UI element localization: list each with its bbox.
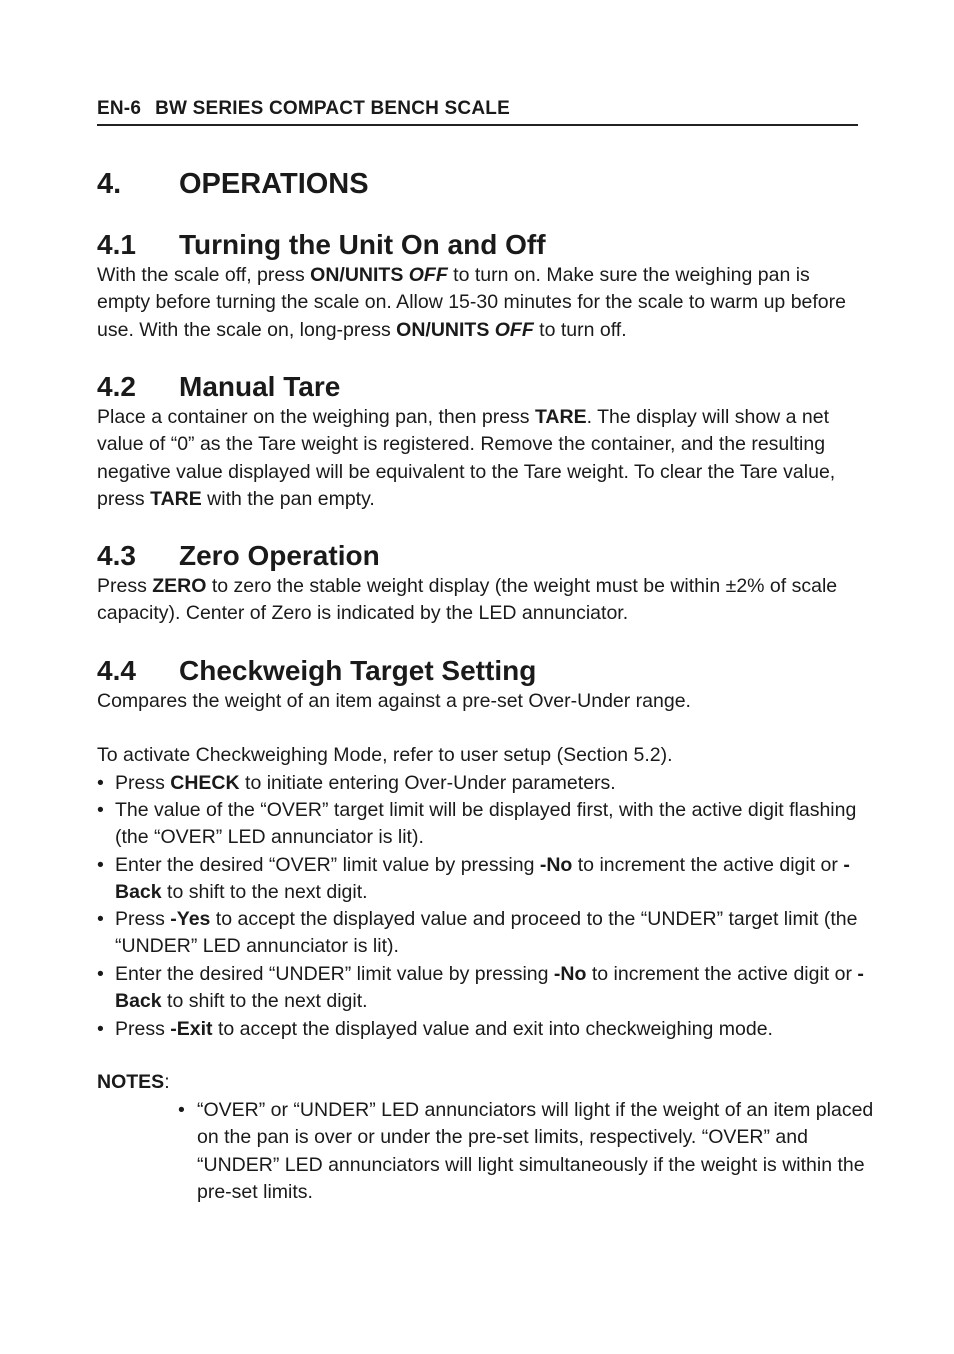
subsection-heading-checkweigh	[97, 655, 536, 687]
key-off: OFF	[408, 264, 448, 286]
bullet: •	[178, 1099, 185, 1121]
text: Press	[115, 772, 171, 794]
document-title: BW SERIES COMPACT BENCH SCALE	[155, 98, 510, 119]
note-item	[178, 1097, 887, 1206]
key-on-units: ON/UNITS	[396, 318, 490, 341]
key-exit: -Exit	[170, 1018, 213, 1040]
subsection-title: Manual Tare	[179, 371, 341, 402]
subsection-title: Zero Operation	[179, 540, 380, 571]
text: Enter the desired “OVER” limit value by pressing	[115, 854, 540, 876]
subsection-heading-manual-tare	[97, 371, 340, 403]
note-text: “OVER” or “UNDER” LED annunciators will light if the weight of an item placed on the pan is over or under the pre-set limits, respectively. “OVER” and “UNDER” LED annunciators will light simultaneously if the weight is within the pre-set limits.	[197, 1099, 874, 1203]
subsection-number: 4.3	[97, 540, 136, 571]
paragraph-turning-on-off	[97, 262, 867, 344]
text: to shift to the next digit.	[161, 990, 368, 1013]
bullet: •	[97, 799, 104, 821]
text: . The display will show a net value of “0” as the Tare weight is registered. Remove the container, and the resulting negative value displayed will be equivalent to the Tare weight. To clear the Tare value, press	[97, 406, 836, 510]
notes-label	[97, 1071, 170, 1094]
list-item	[97, 906, 885, 961]
text: with the pan empty.	[201, 487, 375, 510]
notes-label-text: NOTES	[97, 1071, 165, 1093]
list-item	[97, 797, 885, 852]
subsection-number: 4.4	[97, 655, 136, 686]
section-number: 4.	[97, 168, 122, 200]
key-off: OFF	[494, 318, 534, 341]
text: to increment the active digit or	[586, 963, 858, 985]
key-back: -Back	[115, 963, 864, 1013]
paragraph-checkweigh-activate: To activate Checkweighing Mode, refer to user setup (Section 5.2).	[97, 744, 673, 766]
text: to accept the displayed value and exit into checkweighing mode.	[212, 1018, 773, 1040]
text: to initiate entering Over-Under parameters.	[239, 772, 616, 794]
section-heading-operations	[97, 168, 369, 201]
list-item	[97, 770, 885, 797]
list-item	[97, 961, 885, 1016]
text: Place a container on the weighing pan, then press	[97, 406, 535, 428]
list-item	[97, 852, 885, 907]
subsection-title: Checkweigh Target Setting	[179, 655, 537, 686]
key-back: -Back	[115, 854, 850, 904]
bullet: •	[97, 963, 104, 985]
text: to turn on. Make sure the weighing pan is empty before turning the scale on. Allow 15-30 minutes for the scale to warm up before use. With the scale on, long-press	[97, 264, 846, 341]
paragraph-zero-operation	[97, 573, 867, 628]
subsection-number: 4.1	[97, 229, 136, 260]
key-zero: ZERO	[152, 575, 207, 597]
page-number: EN-6	[97, 98, 142, 119]
text: to turn off.	[533, 318, 627, 341]
subsection-heading-zero-operation	[97, 540, 380, 572]
bullet: •	[97, 1018, 104, 1040]
key-no: -No	[539, 854, 573, 876]
key-tare: TARE	[534, 406, 587, 428]
text: Enter the desired “UNDER” limit value by pressing	[115, 963, 554, 985]
text: With the scale off, press	[97, 264, 311, 286]
text: Press	[115, 1018, 171, 1040]
header-rule	[97, 124, 858, 126]
paragraph-checkweigh-intro: Compares the weight of an item against a pre-set Over-Under range.	[97, 690, 691, 712]
subsection-heading-turning-on-off	[97, 229, 546, 261]
text: Press	[115, 908, 171, 930]
key-check: CHECK	[170, 772, 240, 794]
bullet: •	[97, 854, 104, 876]
text: to shift to the next digit.	[161, 881, 368, 904]
subsection-title: Turning the Unit On and Off	[179, 229, 546, 260]
paragraph-manual-tare	[97, 404, 867, 513]
key-on-units: ON/UNITS	[310, 264, 404, 286]
key-tare: TARE	[150, 487, 202, 510]
subsection-number: 4.2	[97, 371, 136, 402]
list-item	[97, 1016, 885, 1043]
running-header	[97, 98, 857, 120]
bullet: •	[97, 908, 104, 930]
text: Press	[97, 575, 153, 597]
section-title: OPERATIONS	[179, 168, 369, 200]
bullet: •	[97, 772, 104, 794]
text: to increment the active digit or	[572, 854, 844, 876]
key-no: -No	[553, 963, 587, 985]
text: to accept the displayed value and proceed to the “UNDER” target limit (the “UNDER” LED annunciator is lit).	[115, 908, 858, 958]
text: The value of the “OVER” target limit will be displayed first, with the active digit flashing (the “OVER” LED annunciator is lit).	[115, 799, 857, 849]
key-yes: -Yes	[170, 908, 211, 930]
text: to zero the stable weight display (the weight must be within ±2% of scale capacity). Center of Zero is indicated by the LED annunciator.	[97, 575, 838, 625]
notes-colon: :	[164, 1071, 170, 1093]
